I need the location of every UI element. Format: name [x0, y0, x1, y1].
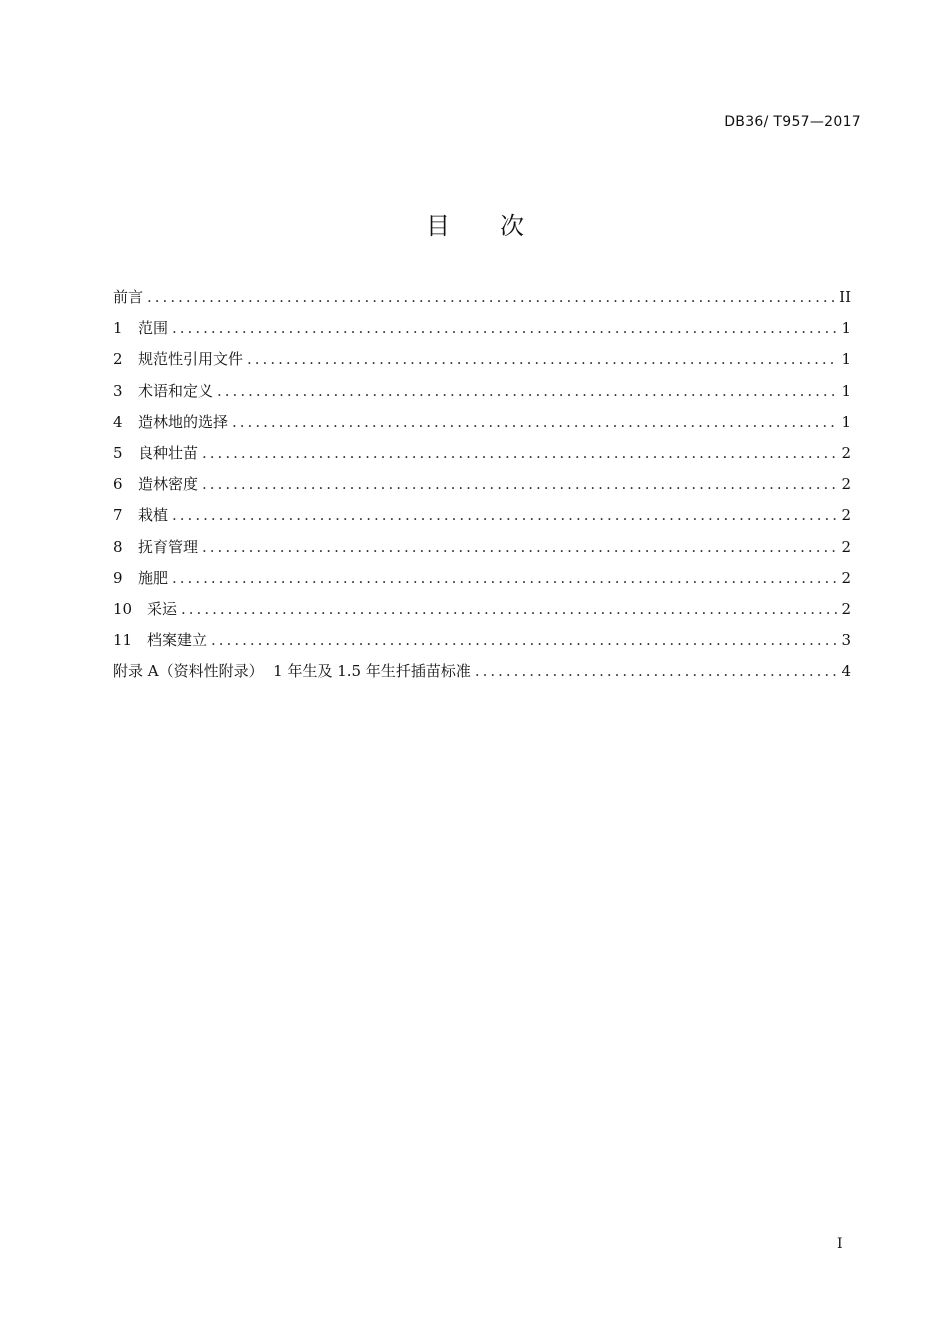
toc-title [0, 206, 950, 241]
toc-entry-label: 施肥 [138, 568, 169, 587]
toc-leader-dots [211, 630, 837, 650]
toc-entry-label: 前言 [113, 288, 144, 306]
toc-entry-11[interactable] [113, 630, 851, 661]
toc-entry-3[interactable] [113, 381, 851, 412]
toc-title-char-2: 次 [500, 212, 524, 240]
toc-leader-dots [147, 287, 835, 307]
toc-entry-number: 3 [113, 381, 123, 400]
toc-entry-6[interactable] [113, 474, 851, 505]
toc-entry-label: 术语和定义 [138, 381, 214, 400]
toc-entry-page: 2 [841, 537, 851, 556]
toc-leader-dots [232, 412, 837, 432]
toc-entry-page: 1 [841, 381, 851, 400]
toc-entry-number: 8 [113, 537, 123, 556]
toc-leader-dots [172, 505, 837, 525]
toc-entry-page: II [839, 288, 851, 306]
toc-entry-page: 1 [841, 350, 851, 369]
toc-entry-label: 附录 A（资料性附录） 1 年生及 1.5 年生扦插苗标准 [113, 662, 471, 681]
toc-entry-number: 6 [113, 475, 123, 494]
toc-entry-5[interactable] [113, 443, 851, 474]
toc-entry-2[interactable] [113, 349, 851, 380]
toc-leader-dots [172, 318, 837, 338]
toc-entry-label: 造林密度 [138, 475, 199, 494]
toc-leader-dots [202, 474, 837, 494]
toc-leader-dots [247, 349, 837, 369]
toc-entry-label: 抚育管理 [138, 537, 199, 556]
toc-entry-label: 造林地的选择 [138, 412, 229, 431]
toc-leader-dots [202, 537, 837, 557]
toc-entry-page: 3 [841, 631, 851, 650]
toc-entry-7[interactable] [113, 505, 851, 536]
toc-leader-dots [475, 661, 838, 681]
toc-entry-label: 档案建立 [147, 631, 208, 650]
toc-entry-number: 10 [113, 599, 133, 618]
toc-entry-8[interactable] [113, 537, 851, 568]
toc-entry-4[interactable] [113, 412, 851, 443]
toc-list [113, 287, 851, 692]
toc-leader-dots [217, 381, 837, 401]
toc-entry-page: 2 [841, 599, 851, 618]
toc-entry-label: 规范性引用文件 [138, 350, 244, 369]
toc-leader-dots [202, 443, 837, 463]
toc-entry-label: 采运 [147, 599, 178, 618]
toc-entry-label: 范围 [138, 319, 169, 338]
toc-entry-page: 2 [841, 475, 851, 494]
toc-entry-page: 1 [841, 412, 851, 431]
toc-title-char-1: 目 [426, 212, 450, 240]
toc-entry-number: 2 [113, 350, 123, 369]
toc-entry-page: 2 [841, 506, 851, 525]
page-number: I [837, 1236, 843, 1252]
toc-entry-page: 2 [841, 443, 851, 462]
toc-entry-number: 11 [113, 631, 133, 650]
toc-leader-dots [172, 568, 837, 588]
toc-entry-number: 9 [113, 568, 123, 587]
toc-entry-page: 2 [841, 568, 851, 587]
toc-entry-number: 1 [113, 319, 123, 338]
toc-entry-page: 4 [841, 662, 851, 681]
toc-entry-page: 1 [841, 319, 851, 338]
toc-entry-9[interactable] [113, 568, 851, 599]
toc-entry-1[interactable] [113, 318, 851, 349]
toc-entry-appendix-a[interactable] [113, 661, 851, 692]
toc-entry-number: 5 [113, 443, 123, 462]
toc-leader-dots [181, 599, 837, 619]
toc-entry-label: 栽植 [138, 506, 169, 525]
toc-entry-10[interactable] [113, 599, 851, 630]
toc-entry-number: 4 [113, 412, 123, 431]
toc-entry-label: 良种壮苗 [138, 443, 199, 462]
toc-entry-number: 7 [113, 506, 123, 525]
toc-entry-foreword[interactable] [113, 287, 851, 318]
document-code: DB36/ T957—2017 [724, 114, 861, 130]
